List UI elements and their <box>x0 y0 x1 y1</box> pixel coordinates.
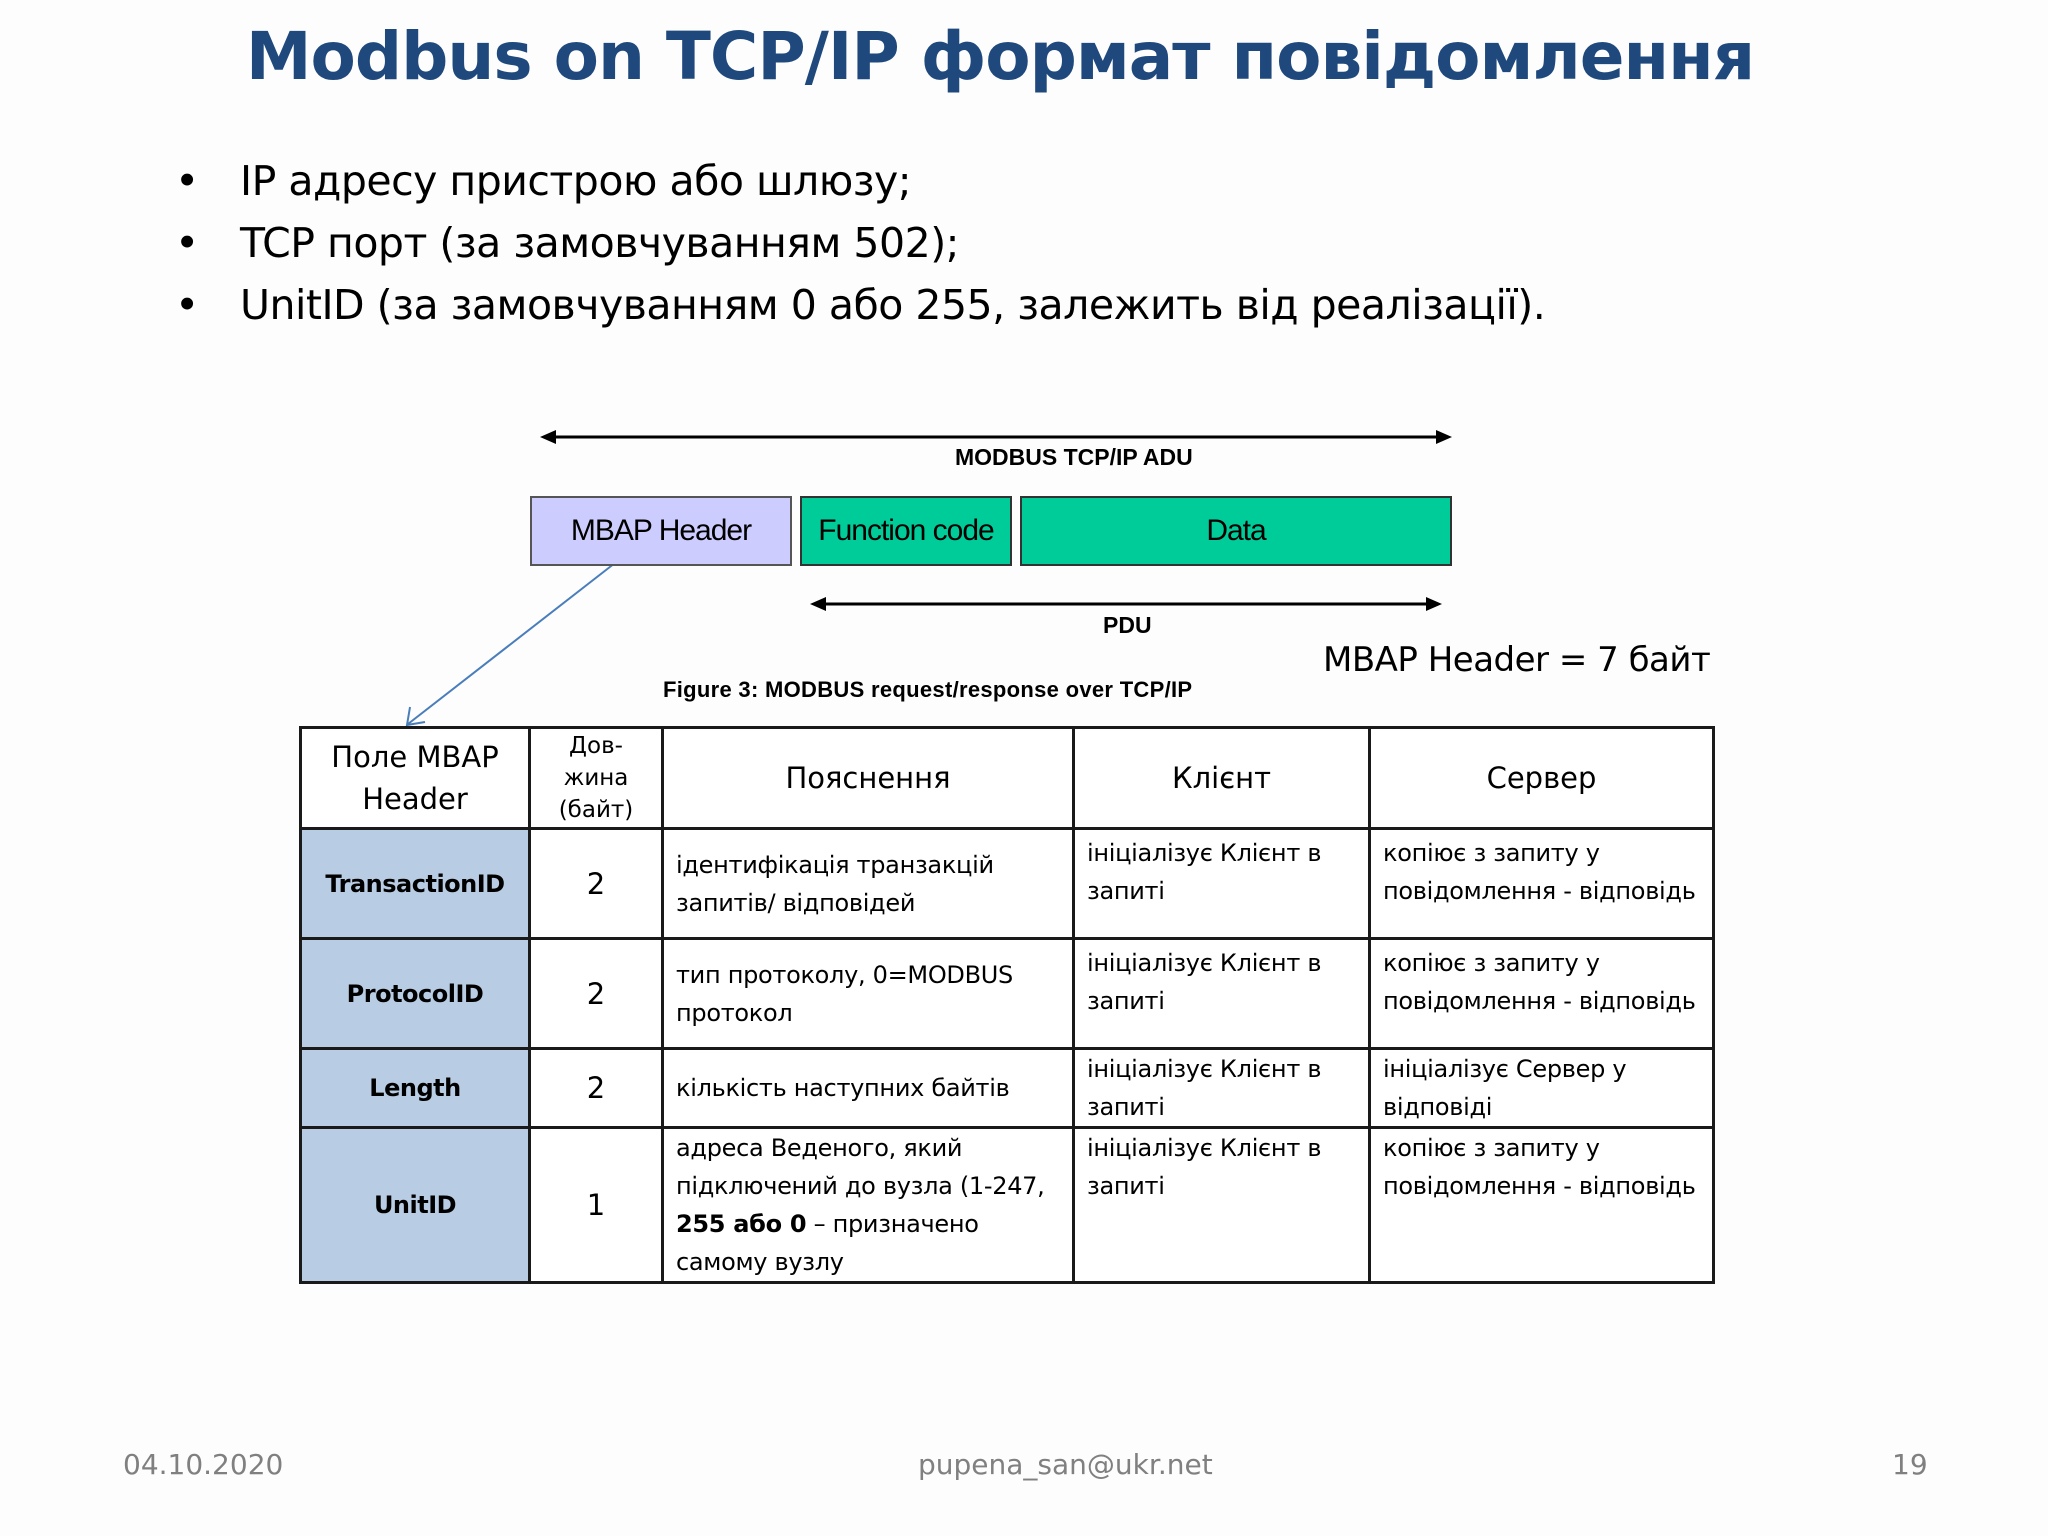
field-length: 1 <box>530 1128 663 1283</box>
slide-title: Modbus on TCP/IP формат повідомлення <box>245 18 1755 95</box>
bullet-dot-icon: • <box>175 157 199 205</box>
adu-label: MODBUS TCP/IP ADU <box>955 444 1193 470</box>
field-name: UnitID <box>301 1128 530 1283</box>
bullet-item: • TCP порт (за замовчуванням 502); <box>170 212 1545 274</box>
table-row <box>301 829 1714 939</box>
field-length: 2 <box>530 939 663 1049</box>
table-row <box>301 1128 1714 1283</box>
data-box: Data <box>1020 496 1452 566</box>
field-description: тип протоколу, 0=MODBUS протокол <box>663 939 1074 1049</box>
bullet-dot-icon: • <box>175 219 199 267</box>
pdu-label: PDU <box>1103 612 1152 638</box>
pdu-double-arrow-icon <box>810 597 1442 611</box>
header-field: Поле MBAP Header <box>301 728 530 829</box>
field-server: копіює з запиту у повідомлення - відповідь <box>1370 939 1714 1049</box>
field-description: кількість наступних байтів <box>663 1049 1074 1128</box>
table-row <box>301 1049 1714 1128</box>
pointer-arrow-icon <box>407 563 615 725</box>
field-client: ініціалізує Клієнт в запиті <box>1074 1128 1370 1283</box>
header-server: Сервер <box>1370 728 1714 829</box>
bullet-item: • IP адресу пристрою або шлюзу; <box>170 150 1545 212</box>
bullet-dot-icon: • <box>175 281 199 329</box>
field-description: ідентифікація транзакцій запитів/ відповідей <box>663 829 1074 939</box>
mbap-header-box: MBAP Header <box>530 496 792 566</box>
header-client: Клієнт <box>1074 728 1370 829</box>
header-length: Дов- жина (байт) <box>530 728 663 829</box>
field-name: Length <box>301 1049 530 1128</box>
figure-caption: Figure 3: MODBUS request/response over TCP/IP <box>663 677 1193 702</box>
field-name: TransactionID <box>301 829 530 939</box>
bullet-item: • UnitID (за замовчуванням 0 або 255, залежить від реалізації). <box>170 274 1545 336</box>
field-client: ініціалізує Клієнт в запиті <box>1074 939 1370 1049</box>
field-server: ініціалізує Сервер у відповіді <box>1370 1049 1714 1128</box>
field-client: ініціалізує Клієнт в запиті <box>1074 1049 1370 1128</box>
footer-author: pupena_san@ukr.net <box>918 1448 1213 1481</box>
page-number: 19 <box>1892 1448 1928 1481</box>
field-server: копіює з запиту у повідомлення - відповідь <box>1370 1128 1714 1283</box>
field-server: копіює з запиту у повідомлення - відповідь <box>1370 829 1714 939</box>
adu-double-arrow-icon <box>540 430 1452 444</box>
field-length: 2 <box>530 829 663 939</box>
field-client: ініціалізує Клієнт в запиті <box>1074 829 1370 939</box>
mbap-header-table <box>299 726 1715 1284</box>
field-description: адреса Веденого, який підключений до вузла (1-247, 255 або 0 – призначено самому вузлу <box>663 1128 1074 1283</box>
field-length: 2 <box>530 1049 663 1128</box>
footer-date: 04.10.2020 <box>123 1448 284 1481</box>
header-description: Пояснення <box>663 728 1074 829</box>
function-code-box: Function code <box>800 496 1012 566</box>
table-row <box>301 939 1714 1049</box>
table-header-row <box>301 728 1714 829</box>
mbap-size-note: MBAP Header = 7 байт <box>1323 640 1711 680</box>
field-name: ProtocolID <box>301 939 530 1049</box>
